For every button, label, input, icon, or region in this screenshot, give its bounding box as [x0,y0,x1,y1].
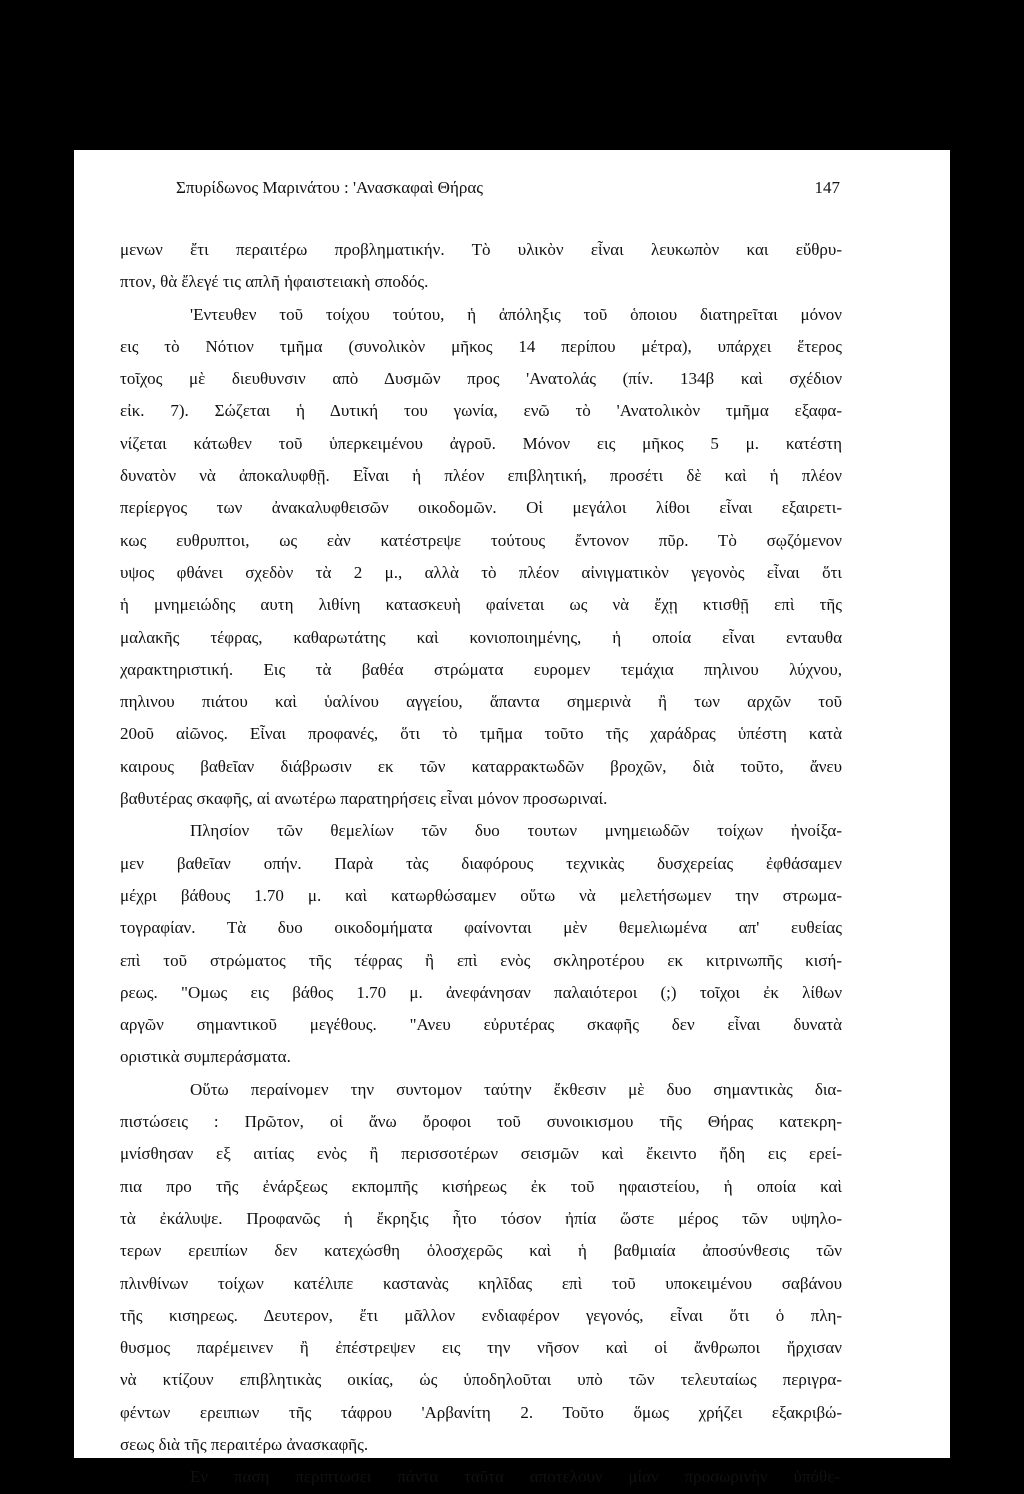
text-line: τοῖχος μὲ διευθυνσιν απὸ Δυσμῶν προς 'Ανατολάς (πίν. 134β καὶ σχέδιον [120,369,842,389]
body-text [120,234,842,1494]
text-line: τογραφίαν. Τὰ δυο οικοδομήματα φαίνονται μὲν θεμελιωμένα απ' ευθείας [120,918,842,938]
page-number: 147 [814,178,840,197]
text-line: εἰκ. 7). Σώζεται ἡ Δυτική του γωνία, ενῶ τὸ 'Ανατολικὸν τμῆμα εξαφα- [120,401,842,421]
text-line: δυνατὸν νὰ ἀποκαλυφθῇ. Εἶναι ἡ πλέον επιβλητική, προσέτι δὲ καὶ ἡ πλέον [120,466,842,486]
text-line: βαθυτέρας σκαφῆς, αἱ ανωτέρω παρατηρήσεις εἶναι μόνον προσωριναί. [120,789,608,809]
text-line: αργῶν σημαντικοῦ μεγέθους. "Ανευ εὐρυτέρας σκαφῆς δεν εἶναι δυνατὰ [120,1015,842,1035]
text-line: πτον, θὰ ἔλεγέ τις απλῆ ἡφαιστειακὴ σποδός. [120,272,429,292]
text-line: καιρους βαθεῖαν διάβρωσιν εκ τῶν καταρρακτωδῶν βροχῶν, διὰ τοῦτο, ἄνευ [120,756,842,776]
text-line: επὶ τοῦ στρώματος τῆς τέφρας ἢ επὶ ενὸς σκληροτέρου εκ κιτρινωπῆς κισή- [120,950,842,970]
text-line: εις τὸ Νότιον τμῆμα (συνολικὸν μῆκος 14 περίπου μέτρα), υπάρχει ἕτερος [120,336,842,356]
text-line: μαλακῆς τέφρας, καθαρωτάτης καὶ κονιοποιημένης, ἡ οποία εἶναι ενταυθα [120,627,842,647]
text-line: υψος φθάνει σχεδὸν τὰ 2 μ., αλλὰ τὸ πλέον αἰνιγματικὸν γεγονὸς εἶναι ὅτι [120,562,842,582]
text-line: ρεως. "Ομως εις βάθος 1.70 μ. ἀνεφάνησαν παλαιότεροι (;) τοῖχοι ἐκ λίθων [120,982,842,1002]
text-line: σεως διὰ τῆς περαιτέρω ἀνασκαφῆς. [120,1434,369,1454]
text-line: τῆς κισηρεως. Δευτερον, ἔτι μᾶλλον ενδιαφέρον γεγονός, εἶναι ὅτι ὁ πλη- [120,1305,842,1325]
text-line: μνίσθησαν εξ αιτίας ενὸς ἢ περισσοτέρων σεισμῶν καὶ ἔκειντο ἤδη εις ερεί- [120,1144,842,1164]
text-line: τὰ ἐκάλυψε. Προφανῶς ἡ ἔκρηξις ἦτο τόσον ἠπία ὥστε μέρος τῶν υψηλο- [120,1208,842,1228]
text-line: μεν βαθεῖαν οπήν. Παρὰ τὰς διαφόρους τεχνικὰς δυσχερείας ἐφθάσαμεν [120,853,842,873]
text-line: νίζεται κάτωθεν τοῦ ὑπερκειμένου ἀγροῦ. Μόνον εις μῆκος 5 μ. κατέστη [120,433,842,453]
text-line: χαρακτηριστική. Εις τὰ βαθέα στρώματα ευρομεν τεμάχια πηλινου λύχνου, [120,659,842,679]
text-line: περίεργος των ἀνακαλυφθεισῶν οικοδομῶν. Οἱ μεγάλοι λίθοι εἶναι εξαιρετι- [120,498,842,518]
text-line: τερων ερειπίων δεν κατεχώσθη ὁλοσχερῶς καὶ ἡ βαθμιαία ἀποσύνθεσις τῶν [120,1241,842,1261]
text-line: πια προ τῆς ἐνάρξεως εκπομπῆς κισήρεως ἐκ τοῦ ηφαιστείου, ἡ οποία καὶ [120,1176,842,1196]
text-line: ἡ μνημειώδης αυτη λιθίνη κατασκευὴ φαίνεται ως νὰ ἔχῃ κτισθῇ επὶ τῆς [120,595,842,615]
text-line: πιστώσεις : Πρῶτον, οἱ ἄνω ὄροφοι τοῦ συνοικισμου τῆς Θήρας κατεκρη- [120,1112,842,1132]
running-title: Σπυρίδωνος Μαρινάτου : 'Ανασκαφαὶ Θήρας [176,178,483,197]
text-line: Εν παση περιπτωσει πάντα ταῦτα αποτελουν μίαν προσωρινὴν ὑπόθε- [190,1467,840,1487]
text-line: νὰ κτίζουν επιβλητικὰς οικίας, ὡς ὑποδηλοῦται υπὸ τῶν τελευταίως περιγρα- [120,1370,842,1390]
text-line: 20οῦ αἰῶνος. Εἶναι προφανές, ὅτι τὸ τμῆμα τοῦτο τῆς χαράδρας ὑπέστη κατὰ [120,724,842,744]
text-line: πλινθίνων τοίχων κατέλιπε καστανὰς κηλῖδας επὶ τοῦ υποκειμένου σαβάνου [120,1273,842,1293]
text-line: 'Εντευθεν τοῦ τοίχου τούτου, ἡ ἀπόληξις τοῦ ὁποιου διατηρεῖται μόνον [190,304,842,324]
text-line: θυσμος παρέμεινεν ἢ ἐπέστρεψεν εις την νῆσον καὶ οἱ ἄνθρωποι ἤρχισαν [120,1338,842,1358]
text-line: Οὕτω περαίνομεν την συντομον ταύτην ἔκθεσιν μὲ δυο σημαντικὰς δια- [190,1079,842,1099]
text-line: μενων ἔτι περαιτέρω προβληματικήν. Τὸ υλικὸν εἶναι λευκωπὸν και εὔθρυ- [120,240,842,259]
running-header [176,178,840,204]
text-line: κως ευθρυπτοι, ως εὰν κατέστρεψε τούτους ἔντονον πῦρ. Τὸ σῳζόμενον [120,530,842,550]
text-line: μέχρι βάθους 1.70 μ. καὶ κατωρθώσαμεν οὕτω νὰ μελετήσωμεν την στρωμα- [120,885,842,905]
text-line: πηλινου πιάτου καὶ ὑαλίνου αγγείου, ἅπαντα σημερινὰ ἢ των αρχῶν τοῦ [120,692,842,712]
text-line: φέντων ερειπιων τῆς τάφρου 'Αρβανίτη 2. Τοῦτο ὅμως χρήζει εξακριβώ- [120,1402,842,1422]
text-line: Πλησίον τῶν θεμελίων τῶν δυο τουτων μνημειωδῶν τοίχων ἠνοίξα- [190,821,842,841]
text-line: οριστικὰ συμπεράσματα. [120,1047,291,1067]
